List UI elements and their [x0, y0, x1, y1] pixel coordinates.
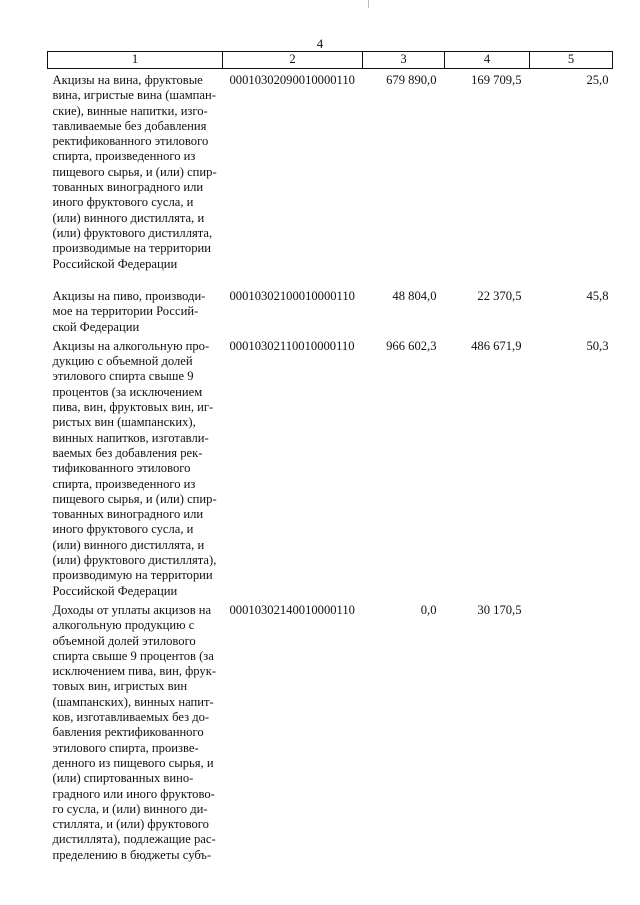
row-name: [48, 285, 223, 335]
row-name-line: пищевого сырья, и (или) спир-: [52, 164, 217, 179]
row-name-line: алкогольную продукцию с: [52, 618, 195, 633]
row-value-col3: 0,0: [420, 602, 437, 617]
row-name-line: стиллята, и (или) фруктового: [52, 817, 209, 832]
row-name: [48, 599, 223, 863]
row-name-line: ской Федерации: [52, 319, 140, 334]
row-name-line: Российской Федерации: [52, 583, 178, 598]
table-row: [48, 69, 613, 286]
row-name-line: пива, вин, фруктовых вин, иг-: [52, 400, 214, 415]
column-header-1: 1: [48, 52, 223, 69]
row-name-line: этилового спирта, произве-: [52, 740, 199, 755]
row-name-line: бавления ректификованного: [52, 725, 204, 740]
row-name-line: (или) фруктового дистиллята,: [52, 225, 213, 240]
column-header-5: 5: [530, 52, 613, 69]
row-name-line: тификованного этилового: [52, 461, 191, 476]
row-name-line: (или) винного дистиллята, и: [52, 537, 205, 552]
scan-artifact: [368, 0, 369, 8]
column-header-2: 2: [223, 52, 363, 69]
row-name-line: Доходы от уплаты акцизов на: [52, 602, 212, 617]
column-header-4: 4: [445, 52, 530, 69]
row-name-line: ские), винные напитки, изго-: [52, 103, 208, 118]
header-row: [48, 52, 613, 69]
row-name-line: пищевого сырья, и (или) спир-: [52, 491, 217, 506]
row-name-line: иного фруктового сусла, и: [52, 522, 194, 537]
row-name-line: градного или иного фруктово-: [52, 786, 215, 801]
row-value-col5: 25,0: [586, 73, 609, 87]
row-name-line: винных напитков, изготавли-: [52, 430, 209, 445]
row-name-line: ристых вин (шампанских),: [52, 415, 196, 430]
row-name-line: спирта, произведенного из: [52, 149, 196, 164]
row-code: 00010302090010000110: [229, 73, 355, 87]
row-name: [48, 335, 223, 599]
row-name-line: мое на территории Россий-: [52, 304, 199, 319]
row-name-line: исключением пива, вин, фрук-: [52, 664, 217, 679]
row-name-line: го сусла, и (или) винного ди-: [52, 801, 208, 816]
row-value-col4: 169 709,5: [471, 73, 522, 87]
row-name-line: денного из пищевого сырья, и: [52, 755, 214, 770]
row-name-line: дистиллята), подлежащие рас-: [52, 832, 216, 847]
row-name-line: пределению в бюджеты субъ-: [52, 847, 212, 862]
row-value-col4: 486 671,9: [471, 338, 522, 353]
row-code: 00010302100010000110: [229, 289, 355, 303]
row-name-line: спирта, произведенного из: [52, 476, 196, 491]
row-value-col5: 45,8: [586, 289, 609, 303]
table-row: [48, 285, 613, 335]
page-number: 4: [316, 36, 324, 51]
table-row: [48, 599, 613, 863]
row-value-col3: 679 890,0: [386, 73, 437, 87]
row-name: [48, 69, 223, 286]
row-value-col3: 966 602,3: [386, 338, 437, 353]
row-name-line: ректификованного этилового: [52, 134, 209, 149]
row-value-col5: [530, 599, 613, 863]
budget-table: [47, 51, 613, 863]
row-name-line: Акцизы на алкогольную про-: [52, 338, 210, 353]
row-name-line: этилового спирта свыше 9: [52, 369, 194, 384]
row-name-line: производимые на территории: [52, 241, 211, 256]
row-name-line: Российской Федерации: [52, 256, 178, 271]
row-name-line: тованных виноградного или: [52, 180, 204, 195]
row-name-line: тавливаемые без добавления: [52, 118, 207, 133]
row-name-line: тованных виноградного или: [52, 507, 204, 522]
row-name-line: спирта свыше 9 процентов (за: [52, 648, 214, 663]
row-name-line: Акцизы на пиво, производи-: [52, 289, 206, 303]
row-value-col4: 30 170,5: [477, 602, 522, 617]
row-name-line: вина, игристые вина (шампан-: [52, 88, 216, 103]
row-name-line: производимую на территории: [52, 568, 213, 583]
row-name-line: ков, изготавливаемых без до-: [52, 710, 210, 725]
row-code: 00010302140010000110: [229, 602, 355, 617]
row-code: 00010302110010000110: [229, 338, 355, 353]
row-name-line: ваемых без добавления рек-: [52, 445, 203, 460]
row-value-col4: 22 370,5: [477, 289, 522, 303]
row-value-col3: 48 804,0: [392, 289, 437, 303]
table-header: [48, 52, 613, 69]
table-row: [48, 335, 613, 599]
column-header-3: 3: [363, 52, 445, 69]
row-name-line: (или) спиртованных вино-: [52, 771, 194, 786]
row-name-line: Акцизы на вина, фруктовые: [52, 73, 203, 87]
row-name-line: объемной долей этилового: [52, 633, 196, 648]
row-name-line: процентов (за исключением: [52, 384, 203, 399]
row-name-line: (или) винного дистиллята, и: [52, 210, 205, 225]
row-name-line: иного фруктового сусла, и: [52, 195, 194, 210]
row-value-col5: 50,3: [586, 338, 609, 353]
row-name-line: товых вин, игристых вин: [52, 679, 188, 694]
row-name-line: (или) фруктового дистиллята),: [52, 553, 217, 568]
row-name-line: (шампанских), винных напит-: [52, 694, 214, 709]
row-name-line: дукцию с объемной долей: [52, 354, 193, 369]
table-body: [48, 69, 613, 863]
